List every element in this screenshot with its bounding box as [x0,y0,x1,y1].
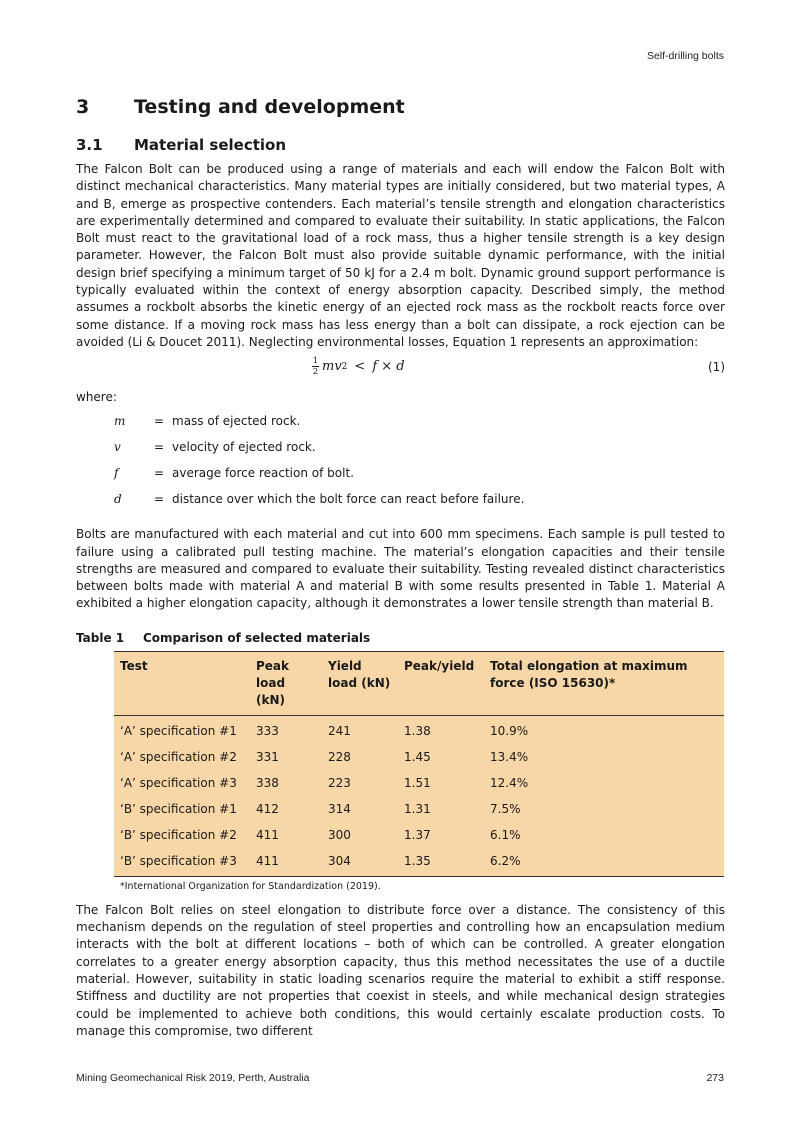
definition-symbol: v [114,440,121,455]
table-row [114,848,724,877]
table-cell: 223 [328,775,351,790]
column-header: Yield load (kN) [322,651,398,715]
definition-symbol: m [114,414,126,429]
table-cell: 13.4% [490,749,529,764]
definition-item [76,414,725,440]
table-cell: 1.51 [404,775,431,790]
column-header: Total elongation at maximum force (ISO 15630)* [484,651,724,715]
fraction-numerator: 1 [312,356,319,367]
table-label: Table 1 [76,630,125,645]
running-header: Self-drilling bolts [646,50,724,62]
table-cell: 1.35 [398,848,484,877]
table-caption [76,631,725,645]
table-row [114,796,724,822]
definition-text: mass of ejected rock. [172,414,301,429]
equation-1 [76,354,725,386]
table-cell: 304 [322,848,398,877]
table-title: Comparison of selected materials [143,630,371,645]
table-cell: 241 [328,723,351,738]
table-cell: ‘A’ specification #3 [120,775,237,790]
table-cell: 6.1% [490,827,521,842]
equation-number: (1) [708,360,725,375]
definition-equals: = [154,414,165,429]
table-cell: 228 [328,749,351,764]
definition-equals: = [154,492,165,507]
definition-equals: = [154,466,165,481]
equation-relation: < [354,359,366,375]
table-row [114,744,724,770]
materials-table [114,651,724,877]
definition-text: velocity of ejected rock. [172,440,316,455]
definition-equals: = [154,440,165,455]
table-cell: 10.9% [490,723,529,738]
equation-rhs: f × d [372,359,405,375]
definition-text: distance over which the bolt force can react before failure. [172,492,525,507]
body-paragraph-2: Bolts are manufactured with each material and cut into 600 mm specimens. Each sample is pull tested to failure using a calibrated pull testing machine. The material’s elongation capacities and their tensile strengths are measured and compared to evaluate their suitability. Testing revealed distinct characteristics between bolts made with material A and material B with some results presented in Table 1. Material A exhibited a higher elongation capacity, although it demonstrates a lower tensile strength than material B. [76,527,725,611]
table-cell: 314 [328,801,351,816]
table-header-row [114,651,724,715]
table-cell: ‘B’ specification #2 [120,827,237,842]
table-cell: 338 [256,775,279,790]
table-cell: ‘B’ specification #1 [120,801,237,816]
table-cell: ‘A’ specification #1 [120,723,237,738]
equation-lhs: mv [322,359,342,375]
table-cell: 1.31 [404,801,431,816]
table-cell: 411 [250,848,322,877]
table-row [114,715,724,744]
equation-body [312,356,405,377]
table-cell: 333 [256,723,279,738]
definition-symbol: f [114,466,119,481]
section-heading [76,96,725,118]
page-number: 273 [706,1072,724,1084]
table-cell: 1.38 [404,723,431,738]
table-cell: 412 [256,801,279,816]
table-cell: 12.4% [490,775,529,790]
section-title: Testing and development [134,96,405,118]
footer-conference: Mining Geomechanical Risk 2019, Perth, Australia [76,1072,310,1084]
table-cell: 7.5% [490,801,521,816]
definition-text: average force reaction of bolt. [172,466,354,481]
column-header: Test [114,651,250,715]
table-cell: 1.37 [404,827,431,842]
table-cell: 1.45 [404,749,431,764]
table-cell: ‘B’ specification #3 [114,848,250,877]
where-label: where: [76,390,117,405]
table-footnote: *International Organization for Standardization (2019). [120,880,381,892]
definition-item [76,440,725,466]
equation-fraction [312,356,319,377]
table-cell: ‘A’ specification #2 [120,749,237,764]
table-row [114,822,724,848]
table-cell: 300 [328,827,351,842]
column-header: Peak load (kN) [250,651,322,715]
page-content [76,96,725,1040]
subsection-title: Material selection [134,136,287,154]
section-number: 3 [76,96,90,118]
subsection-heading [76,136,725,154]
definition-item [76,466,725,492]
fraction-denominator: 2 [312,367,319,378]
page-footer [76,1072,724,1084]
table-cell: 331 [256,749,279,764]
table-row [114,770,724,796]
definition-item [76,492,725,518]
body-paragraph-1: The Falcon Bolt can be produced using a range of materials and each will endow the Falcon Bolt with distinct mechanical characteristics. Many material types are initially considered, but two material types, A and B, emerge as prospective contenders. Each material’s tensile strength and elongation characteristics are experimentally determined and compared to evaluate their suitability. In static applications, the Falcon Bolt must react to the gravitational load of a rock mass, thus a higher tensile strength is a key design parameter. However, the Falcon Bolt must also provide suitable dynamic performance, with the initial design brief specifying a minimum target of 50 kJ for a 2.4 m bolt. Dynamic ground support performance is typically evaluated within the context of energy absorption capacity. Described simply, the method assumes a rockbolt absorbs the kinetic energy of an ejected rock mass as the rockbolt reacts force over some distance. If a moving rock mass has less energy than a bolt can dissipate, a rock ejection can be avoided (Li & Doucet 2011). Neglecting environmental losses, Equation 1 represents an approximation: [76,162,725,349]
body-paragraph-3: The Falcon Bolt relies on steel elongation to distribute force over a distance. The consistency of this mechanism depends on the regulation of steel properties and controlling how an encapsulation medium interacts with the bolt at different locations – both of which can be controlled. A greater elongation correlates to a greater energy absorption capacity, thus this method necessitates the use of a ductile material. However, suitability in static loading scenarios require the material to exhibit a stiff response. Stiffness and ductility are not properties that coexist in steels, and while mechanical design strategies could be implemented to achieve both conditions, this would certainly escalate production costs. To manage this compromise, two different [76,902,725,1038]
table-cell: 411 [256,827,279,842]
variable-definitions [76,414,725,518]
column-header: Peak/yield [398,651,484,715]
table-cell: 6.2% [484,848,724,877]
subsection-number: 3.1 [76,136,103,154]
equation-exponent: 2 [341,361,348,372]
definition-symbol: d [114,492,122,507]
